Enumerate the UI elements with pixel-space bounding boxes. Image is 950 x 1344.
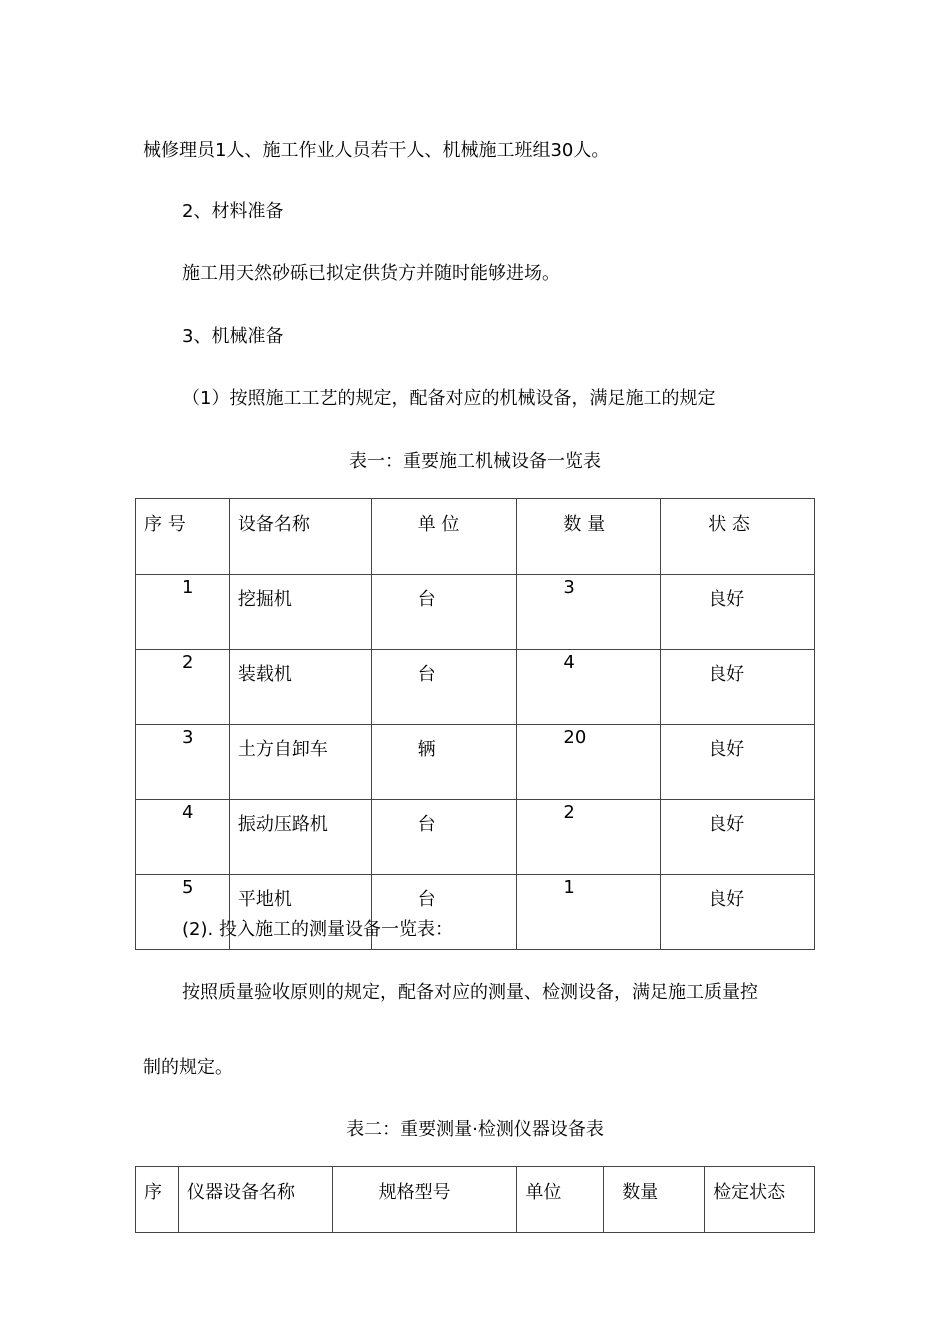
row-unit: 台 (371, 875, 517, 950)
row-qty: 3 (517, 575, 661, 650)
header-unit: 单位 (517, 1167, 604, 1233)
table-row (136, 800, 815, 875)
header-no: 序 号 (136, 499, 230, 575)
header-status: 状 态 (661, 499, 815, 575)
row-unit: 辆 (371, 725, 517, 800)
row-no: 2 (136, 650, 230, 725)
table-row (136, 650, 815, 725)
paragraph-personnel: 械修理员1人、施工作业人员若干人、机械施工班组30人。 (143, 140, 610, 161)
paragraph-materials: 施工用天然砂砾已拟定供货方并随时能够进场。 (182, 263, 560, 284)
row-unit: 台 (371, 800, 517, 875)
row-no: 1 (136, 575, 230, 650)
row-status: 良好 (661, 875, 815, 950)
table-header-row (136, 1167, 815, 1233)
header-unit: 单 位 (371, 499, 517, 575)
row-qty: 1 (517, 875, 661, 950)
row-qty: 20 (517, 725, 661, 800)
row-name: 土方自卸车 (229, 725, 371, 800)
row-qty: 2 (517, 800, 661, 875)
heading-survey-equipment: (2). 投入施工的测量设备一览表： (182, 919, 453, 940)
row-status: 良好 (661, 575, 815, 650)
heading-machinery: 3、机械准备 (182, 326, 284, 347)
header-instrument-name: 仪器设备名称 (178, 1167, 332, 1233)
row-status: 良好 (661, 800, 815, 875)
table2-caption: 表二：重要测量·检测仪器设备表 (346, 1119, 604, 1140)
table1-caption: 表一：重要施工机械设备一览表 (349, 451, 601, 472)
row-no: 3 (136, 725, 230, 800)
header-qty: 数 量 (517, 499, 661, 575)
paragraph-survey-2: 制的规定。 (143, 1057, 233, 1078)
table-row (136, 575, 815, 650)
row-no: 5 (136, 875, 230, 950)
header-qty: 数量 (604, 1167, 705, 1233)
header-no: 序 (136, 1167, 179, 1233)
row-status: 良好 (661, 725, 815, 800)
row-name: 平地机 (229, 875, 371, 950)
row-name: 挖掘机 (229, 575, 371, 650)
paragraph-survey-1: 按照质量验收原则的规定，配备对应的测量、检测设备，满足施工质量控 (182, 982, 758, 1003)
row-no: 4 (136, 800, 230, 875)
machinery-table (135, 498, 815, 950)
row-unit: 台 (371, 650, 517, 725)
row-name: 振动压路机 (229, 800, 371, 875)
row-unit: 台 (371, 575, 517, 650)
table-header-row (136, 499, 815, 575)
row-qty: 4 (517, 650, 661, 725)
heading-materials: 2、材料准备 (182, 201, 284, 222)
table-row (136, 725, 815, 800)
row-status: 良好 (661, 650, 815, 725)
row-name: 装载机 (229, 650, 371, 725)
header-model: 规格型号 (332, 1167, 517, 1233)
header-calibration-status: 检定状态 (705, 1167, 815, 1233)
paragraph-machinery: （1）按照施工工艺的规定，配备对应的机械设备，满足施工的规定 (182, 388, 716, 409)
instrument-table (135, 1166, 815, 1233)
header-name: 设备名称 (229, 499, 371, 575)
